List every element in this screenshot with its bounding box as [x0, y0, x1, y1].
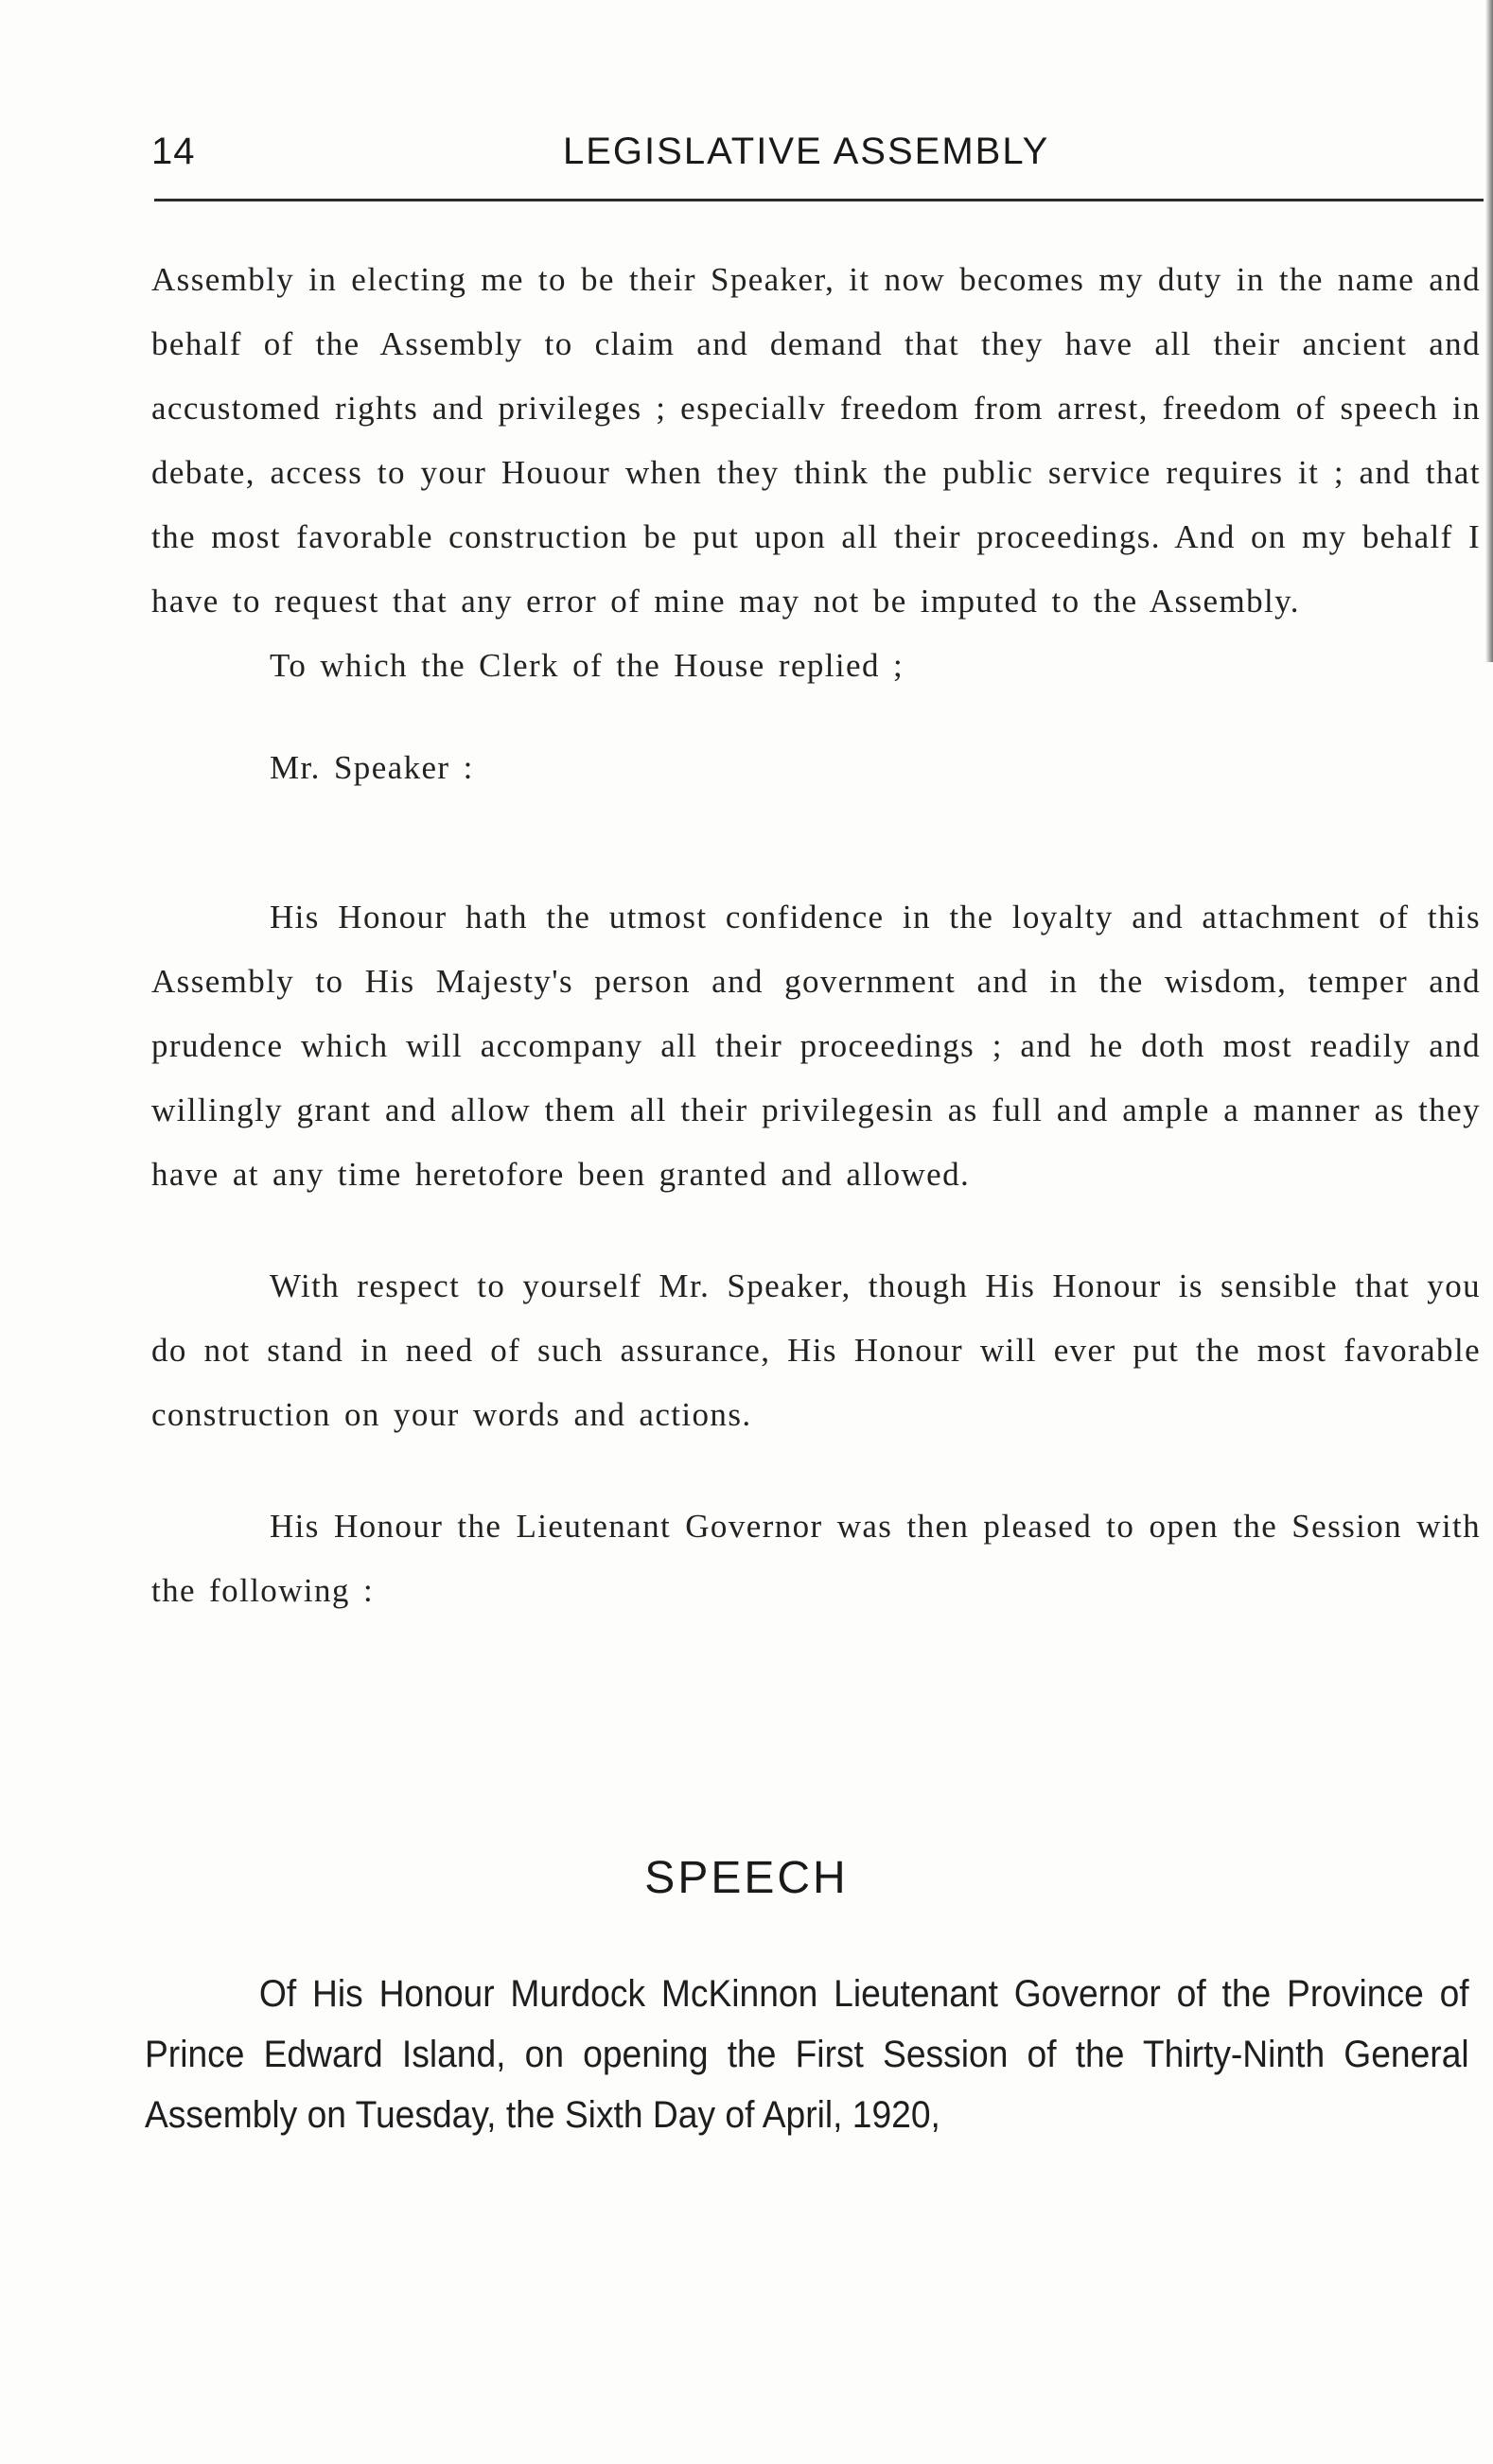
scan-edge-shadow — [1485, 0, 1493, 662]
body-text — [151, 248, 1481, 1623]
paragraph-clerk-reply: To which the Clerk of the House replied ; — [270, 647, 905, 684]
speech-intro-text: Of His Honour Murdock McKinnon Lieutenant Governor of the Province of Prince Edward Island, on opening the First Session of the Thirty-Ninth General Assembly on Tuesday, the Sixth Day of April, 1920, — [145, 1973, 1469, 2136]
page-number: 14 — [151, 131, 196, 172]
paragraph-speaker-claim: Assembly in electing me to be their Speaker, it now becomes my duty in the name and behalf of the Assembly to claim and demand that they have all their ancient and accustomed rights and privileges ; especiallv freedom from arrest, freedom of speech in debate, access to your Houour when they think the public service requires it ; and that the most favorable construction be put upon all their proceedings. And on my behalf I have to request that any error of mine may not be imputed to the Assembly. — [151, 261, 1481, 620]
paragraph-open-session: His Honour the Lieutenant Governor was then pleased to open the Session with the following : — [151, 1508, 1481, 1609]
speech-title: SPEECH — [644, 1853, 849, 1903]
page-header — [151, 131, 1485, 178]
header-rule — [154, 199, 1484, 201]
salutation: Mr. Speaker : — [270, 749, 474, 786]
speech-intro — [145, 1964, 1469, 2145]
paragraph-respect-speaker: With respect to yourself Mr. Speaker, though His Honour is sensible that you do not stand in need of such assurance, His Honour will ever put the most favorable construction on your words and actions. — [151, 1267, 1481, 1433]
running-head: LEGISLATIVE ASSEMBLY — [563, 131, 1050, 172]
paragraph-honour-confidence: His Honour hath the utmost confidence in the loyalty and attachment of this Assembly to His Majesty's person and government and in the wisdom, temper and prudence which will accompany all their proceedings ; and he doth most readily and willingly grant and allow them all their privilegesin as full and ample a manner as they have at any time heretofore been granted and allowed. — [151, 899, 1481, 1193]
